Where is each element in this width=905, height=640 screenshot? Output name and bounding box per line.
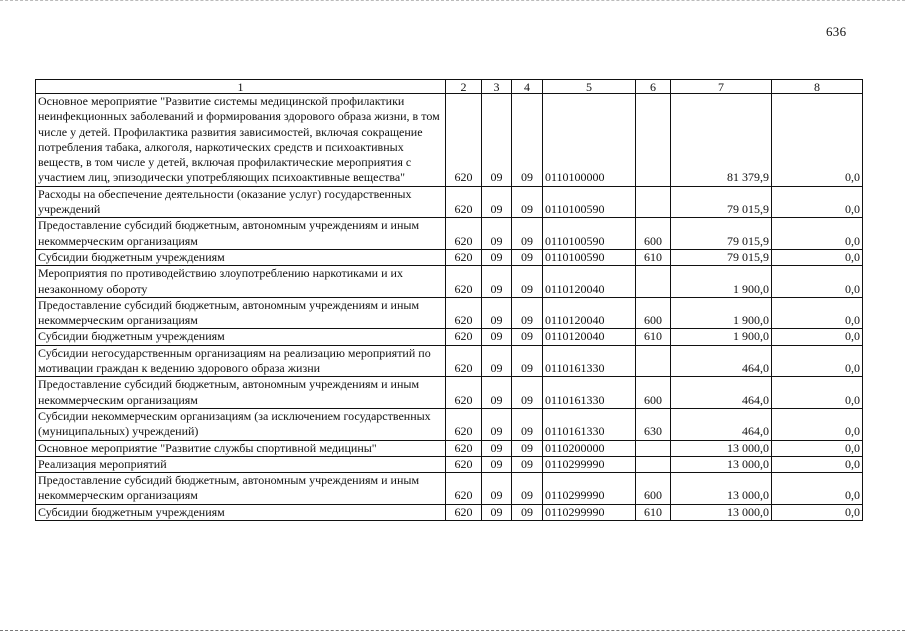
section-code: 09 [482,440,512,456]
amount: 1 900,0 [671,329,772,345]
admin-code: 620 [446,440,482,456]
column-8-value: 0,0 [772,94,863,187]
target-article: 0110161330 [543,345,636,377]
column-8-value: 0,0 [772,473,863,505]
admin-code: 620 [446,456,482,472]
target-article: 0110299990 [543,456,636,472]
subsection-code: 09 [512,504,543,520]
target-article: 0110161330 [543,408,636,440]
expense-type: 610 [636,504,671,520]
amount: 1 900,0 [671,266,772,298]
column-8-value: 0,0 [772,456,863,472]
column-8-value: 0,0 [772,249,863,265]
target-article: 0110100000 [543,94,636,187]
subsection-code: 09 [512,266,543,298]
admin-code: 620 [446,297,482,329]
expense-type [636,94,671,187]
row-name: Мероприятия по противодействию злоупотреблению наркотиками и их незаконному обороту [36,266,446,298]
expense-type: 610 [636,329,671,345]
column-8-value: 0,0 [772,218,863,250]
amount: 13 000,0 [671,456,772,472]
section-code: 09 [482,94,512,187]
section-code: 09 [482,249,512,265]
row-name: Расходы на обеспечение деятельности (оказание услуг) государственных учреждений [36,186,446,218]
table-row [36,94,863,187]
header-col-8: 8 [772,80,863,94]
section-code: 09 [482,329,512,345]
expense-type: 600 [636,218,671,250]
expense-type: 600 [636,297,671,329]
column-8-value: 0,0 [772,329,863,345]
amount: 81 379,9 [671,94,772,187]
section-code: 09 [482,473,512,505]
table-body [36,94,863,521]
page-number: 636 [826,24,847,39]
table-row [36,440,863,456]
table-row [36,297,863,329]
target-article: 0110100590 [543,249,636,265]
admin-code: 620 [446,218,482,250]
target-article: 0110161330 [543,377,636,409]
table-row [36,218,863,250]
subsection-code: 09 [512,408,543,440]
row-name: Предоставление субсидий бюджетным, автономным учреждениям и иным некоммерческим организациям [36,473,446,505]
row-name: Субсидии бюджетным учреждениям [36,329,446,345]
target-article: 0110200000 [543,440,636,456]
amount: 13 000,0 [671,440,772,456]
subsection-code: 09 [512,377,543,409]
section-code: 09 [482,297,512,329]
row-name: Субсидии бюджетным учреждениям [36,504,446,520]
section-code: 09 [482,218,512,250]
row-name: Предоставление субсидий бюджетным, автономным учреждениям и иным некоммерческим организациям [36,297,446,329]
row-name: Субсидии негосударственным организациям на реализацию мероприятий по мотивации граждан к ведению здорового образа жизни [36,345,446,377]
admin-code: 620 [446,473,482,505]
table-header-row [36,80,863,94]
header-col-2: 2 [446,80,482,94]
expense-type: 600 [636,377,671,409]
column-8-value: 0,0 [772,297,863,329]
admin-code: 620 [446,266,482,298]
row-name: Основное мероприятие "Развитие службы спортивной медицины" [36,440,446,456]
row-name: Предоставление субсидий бюджетным, автономным учреждениям и иным некоммерческим организациям [36,377,446,409]
row-name: Субсидии некоммерческим организациям (за исключением государственных (муниципальных) учреждений) [36,408,446,440]
admin-code: 620 [446,504,482,520]
header-col-7: 7 [671,80,772,94]
admin-code: 620 [446,186,482,218]
expense-type [636,266,671,298]
expense-type: 630 [636,408,671,440]
table-row [36,408,863,440]
admin-code: 620 [446,329,482,345]
admin-code: 620 [446,408,482,440]
subsection-code: 09 [512,440,543,456]
table-row [36,377,863,409]
admin-code: 620 [446,94,482,187]
column-8-value: 0,0 [772,504,863,520]
table-row [36,266,863,298]
amount: 13 000,0 [671,504,772,520]
section-code: 09 [482,408,512,440]
subsection-code: 09 [512,297,543,329]
expense-type: 600 [636,473,671,505]
section-code: 09 [482,186,512,218]
amount: 464,0 [671,377,772,409]
amount: 1 900,0 [671,297,772,329]
expense-type [636,456,671,472]
subsection-code: 09 [512,249,543,265]
column-8-value: 0,0 [772,266,863,298]
expense-type [636,345,671,377]
amount: 79 015,9 [671,218,772,250]
subsection-code: 09 [512,456,543,472]
subsection-code: 09 [512,329,543,345]
table-row [36,329,863,345]
header-col-3: 3 [482,80,512,94]
expense-type [636,440,671,456]
amount: 79 015,9 [671,249,772,265]
table-row [36,456,863,472]
target-article: 0110299990 [543,473,636,505]
amount: 464,0 [671,408,772,440]
budget-table [35,79,863,521]
table-row [36,345,863,377]
column-8-value: 0,0 [772,186,863,218]
header-col-4: 4 [512,80,543,94]
column-8-value: 0,0 [772,408,863,440]
header-col-1: 1 [36,80,446,94]
subsection-code: 09 [512,94,543,187]
table-row [36,504,863,520]
scan-top-edge [0,0,905,1]
section-code: 09 [482,345,512,377]
target-article: 0110120040 [543,266,636,298]
subsection-code: 09 [512,473,543,505]
section-code: 09 [482,504,512,520]
amount: 464,0 [671,345,772,377]
subsection-code: 09 [512,218,543,250]
table-row [36,249,863,265]
scan-bottom-edge [0,630,905,631]
target-article: 0110120040 [543,329,636,345]
header-col-6: 6 [636,80,671,94]
column-8-value: 0,0 [772,440,863,456]
amount: 79 015,9 [671,186,772,218]
section-code: 09 [482,266,512,298]
target-article: 0110100590 [543,186,636,218]
row-name: Реализация мероприятий [36,456,446,472]
table-row [36,186,863,218]
row-name: Основное мероприятие "Развитие системы медицинской профилактики неинфекционных заболеваний и формирования здорового образа жизни, в том числе у детей. Профилактика развития зависимостей, включая сокращение потребления табака, алкоголя, наркотических средств и психоактивных веществ, в том числе у детей, включая профилактические мероприятия с участием лиц, эпизодически употребляющих психоактивные вещества" [36,94,446,187]
table-row [36,473,863,505]
subsection-code: 09 [512,345,543,377]
section-code: 09 [482,456,512,472]
row-name: Предоставление субсидий бюджетным, автономным учреждениям и иным некоммерческим организациям [36,218,446,250]
admin-code: 620 [446,249,482,265]
amount: 13 000,0 [671,473,772,505]
admin-code: 620 [446,377,482,409]
expense-type: 610 [636,249,671,265]
column-8-value: 0,0 [772,345,863,377]
subsection-code: 09 [512,186,543,218]
row-name: Субсидии бюджетным учреждениям [36,249,446,265]
section-code: 09 [482,377,512,409]
column-8-value: 0,0 [772,377,863,409]
expense-type [636,186,671,218]
target-article: 0110100590 [543,218,636,250]
header-col-5: 5 [543,80,636,94]
target-article: 0110120040 [543,297,636,329]
admin-code: 620 [446,345,482,377]
target-article: 0110299990 [543,504,636,520]
